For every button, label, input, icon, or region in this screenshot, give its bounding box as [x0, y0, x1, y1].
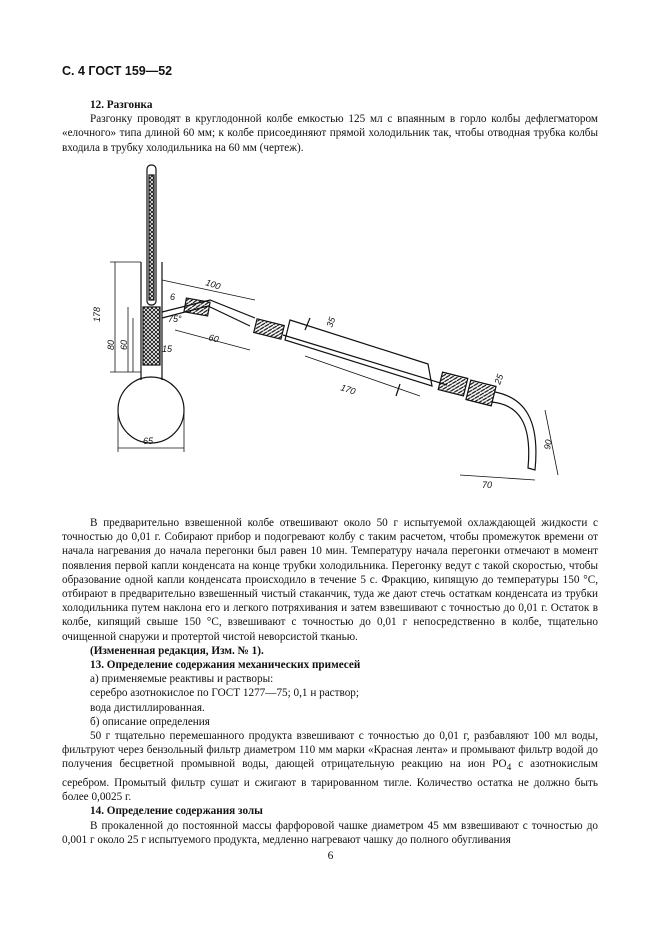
section-13-reagent-2: вода дистиллированная. [90, 701, 205, 714]
section-13-reagents: а) применяемые реактивы и растворы: [90, 673, 274, 686]
adapter-tube [492, 392, 536, 470]
page-number: 6 [327, 850, 334, 862]
dim-75: 75° [168, 314, 182, 324]
amendment-note: (Измененная редакция, Изм. № 1). [90, 644, 264, 657]
dim-35: 35 [324, 315, 338, 329]
section-14-text: В прокаленной до постоянной массы фарфоровой чашке диаметром 45 мм взвешивают с точностью до 0,001 г около 25 г испытуемого продукта, медленно нагревают чашку до полного обугливания [62, 819, 598, 846]
section-13-procedure: 50 г тщательно перемешанного продукта взвешивают с точностью до 0,01 г, разбавляют 100 мл воды, фильтруют через бензольный фильтр диаметром 110 мм марки «Красная лента» и промывают фильтр водой до получения бесцветной промывной воды, дающей отрицательную реакцию на ион $PO_4$ с азотнокислым серебром. Промытый фильтр сушат и сжигают в тарированном тигле. Количество остатка не должно быть более 0,0025 г. [62, 730, 598, 804]
dim-90: 90 [542, 438, 554, 451]
page-header: С. 4 ГОСТ 159—52 [62, 64, 173, 78]
section-12-text: Разгонку проводят в круглодонной колбе емкостью 125 мл с впаянным в горло колбы дефлегматором «елочного» типа длиной 60 мм; к колбе присоединяют прямой холодильник так, чтобы отводная трубка колбы входила в трубку холодильника на 60 мм (чертеж). [62, 113, 598, 154]
dim-170: 170 [339, 382, 357, 397]
section-12 [62, 98, 598, 155]
section-14-title: 14. Определение содержания золы [90, 805, 263, 818]
section-12-title: 12. Разгонка [90, 99, 153, 111]
distillation-procedure: В предварительно взвешенной колбе отвешивают около 50 г испытуемой охлаждающей жидкости с точностью до 0,01 г. Собирают прибор и подогревают колбу с таким расчетом, чтобы промежуток времени от начала нагревания до начала перегонки был равен 10 мин. Температуру начала перегонки отмечают в момент появления первой капли конденсата на конце трубки холодильника. Перегонку ведут с такой скоростью, чтобы образование одной капли конденсата происходило в течение 5 с. Фракцию, кипящую до температуры 150 °С, отбирают в предварительно взвешенный чистый стаканчик, туда же дают стечь остаткам конденсата из трубки холодильника путем наклона его и легкого потряхивания и затем взвешивают с точностью до 0,01 г. Остаток в колбе, кипящий свыше 150 °С, взвешивают с точностью до 0,01 г непосредственно в колбе, тщательно очищенной снаружи и протертой чистой неворсистой тканью. [62, 517, 598, 643]
dim-100: 100 [204, 277, 222, 292]
section-13-title: 13. Определение содержания механических примесей [90, 659, 361, 672]
connector-2 [438, 372, 468, 396]
dim-60a: 60 [119, 339, 129, 350]
dim-70: 70 [482, 480, 493, 490]
dim-178: 178 [92, 306, 102, 322]
section-13-description-label: б) описание определения [90, 715, 210, 728]
dim-15: 15 [162, 344, 173, 354]
dim-6: 6 [170, 292, 176, 302]
section-13-reagent-1: серебро азотнокислое по ГОСТ 1277—75; 0,1 н раствор; [90, 687, 360, 700]
distillation-apparatus-drawing [0, 155, 661, 515]
dim-25: 25 [492, 372, 506, 386]
connector-1 [254, 319, 285, 339]
thermometer [147, 165, 156, 305]
dim-65: 65 [143, 436, 154, 446]
round-bottom-flask [118, 377, 184, 443]
dim-60b: 60 [207, 332, 220, 345]
dim-80: 80 [106, 339, 116, 350]
main-body [62, 516, 598, 847]
